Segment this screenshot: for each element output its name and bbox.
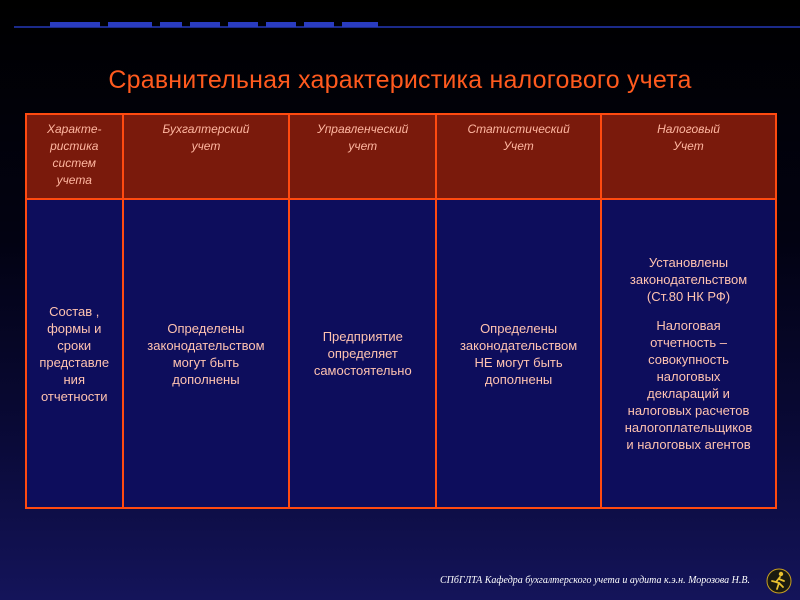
header-accounting: Бухгалтерский учет: [123, 114, 290, 199]
slide-title: Сравнительная характеристика налогового учета: [108, 66, 692, 94]
header-characteristic: Характе- ристика систем учета: [26, 114, 123, 199]
runner-logo-icon: [766, 568, 792, 594]
table-header-row: [26, 114, 776, 199]
cell-tax: Установлены законодательством (Ст.80 НК РФ) Налоговая отчетность – совокупность налоговых деклараций и налоговых расчетов налогоплательщиков и налоговых агентов: [601, 199, 776, 508]
cell-reporting-composition: Состав , формы и сроки представле ния отчетности: [26, 199, 123, 508]
footer-credit: СПбГЛТА Кафедра бухгалтерского учета и аудита к.э.н. Морозова Н.В.: [440, 575, 750, 586]
cell-accounting: Определены законодательством могут быть дополнены: [123, 199, 290, 508]
cell-statistical: Определены законодательством НЕ могут быть дополнены: [436, 199, 601, 508]
comparison-table: [25, 113, 777, 509]
header-management: Управленческий учет: [289, 114, 436, 199]
header-tax: Налоговый Учет: [601, 114, 776, 199]
header-statistical: Статистический Учет: [436, 114, 601, 199]
cell-management: Предприятие определяет самостоятельно: [289, 199, 436, 508]
table-row: [26, 199, 776, 508]
top-decoration-bar: [14, 22, 800, 32]
